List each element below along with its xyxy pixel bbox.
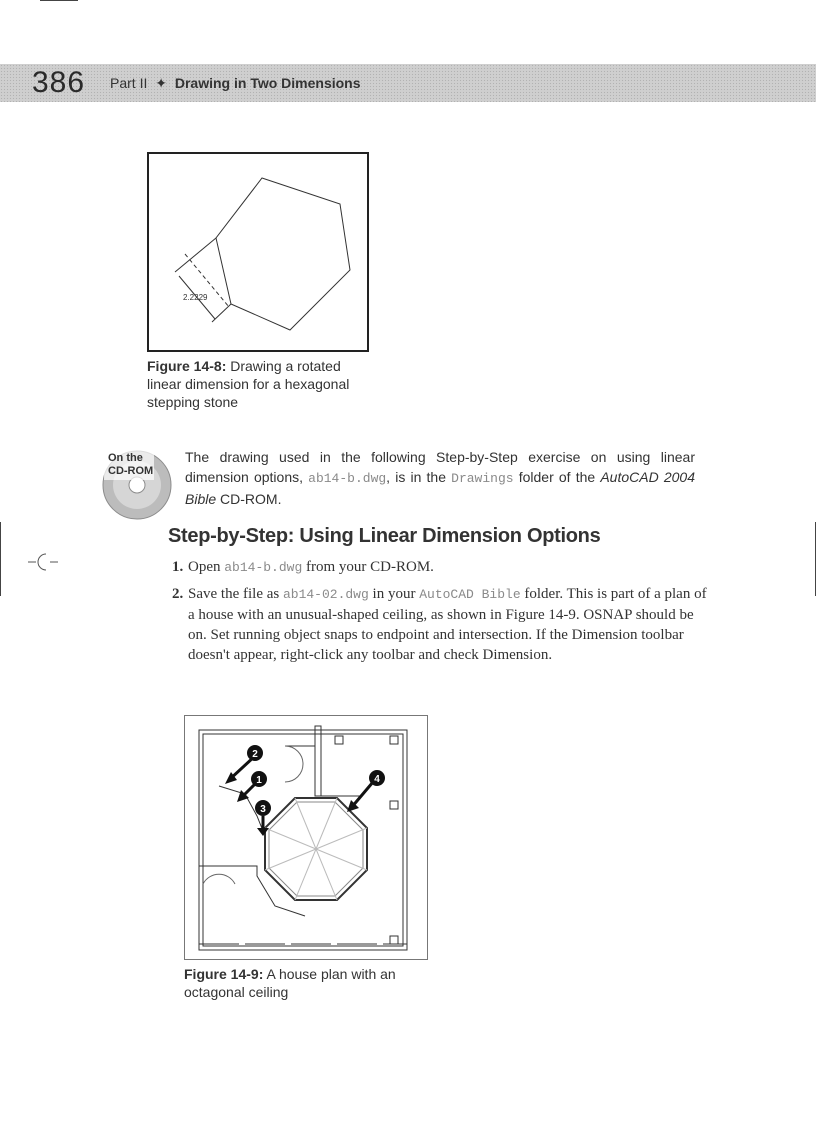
figure-14-8-caption [147,357,372,411]
window-mark [390,936,398,944]
callout-4 [347,770,385,812]
house-plan-drawing [185,716,427,959]
figure-14-9-caption [184,965,434,1001]
cd-rom-icon [100,447,174,521]
registration-mark-icon [28,551,58,573]
step-text: from your CD-ROM. [302,559,434,575]
step-text: in your [368,586,420,602]
left-margin-bar [0,522,1,596]
step-item [172,557,712,578]
step-text: folder. This is part of a plan of a house with an unusual-shaped ceiling, as shown in Figure 14-9. OSNAP should be on. Set running object snaps to endpoint and intersection. If the Dimension toolbar doesn't appear, right-click any toolbar and check Dimension. [188,586,707,663]
corridor-wall [285,746,360,796]
step-item [172,584,712,665]
dimension-extension-line [212,304,231,322]
left-room-wall [199,866,305,916]
note-text: folder of the [513,469,601,485]
cd-rom-note [185,447,695,509]
note-text: The drawing used in the following Step-by-Step exercise on using linear dimension options, [185,449,695,485]
callout-1 [237,771,267,802]
note-folder: Drawings [451,471,514,486]
door-swing [285,746,303,782]
callout-number: 4 [374,774,380,785]
step-number: 1. [172,559,184,575]
note-book-title: AutoCAD 2004 Bible [185,469,695,507]
dimension-value: 2.2229 [183,293,208,302]
diamond-separator-icon: ✦ [155,75,167,91]
caption-text: A house plan with an octagonal ceiling [184,966,396,1000]
caption-label: Figure 14-8: [147,358,227,374]
note-text: CD-ROM. [216,491,282,507]
part-label: Part II [110,75,148,91]
step-folder: AutoCAD Bible [419,587,521,602]
window-mark [390,801,398,809]
chapter-section-title: Drawing in Two Dimensions [174,75,361,91]
hexagon-shape [216,178,350,330]
window-mark [335,736,343,744]
step-filename: ab14-b.dwg [224,560,303,575]
door-swing [203,874,235,884]
upper-room-wall [315,726,321,796]
figure-14-9 [184,715,428,960]
step-list [172,557,712,671]
callout-number: 3 [260,804,266,815]
callout-number: 2 [252,749,258,760]
step-number: 2. [172,586,184,602]
caption-label: Figure 14-9: [184,966,264,982]
step-text: Save the file as [188,586,283,602]
window-mark [390,736,398,744]
note-filename: ab14-b.dwg [308,471,387,486]
cd-label-line2: CD-ROM [108,465,154,477]
figure-14-8 [147,152,369,352]
section-heading: Step-by-Step: Using Linear Dimension Options [168,525,601,547]
running-head [110,64,361,102]
step-filename: ab14-02.dwg [282,587,369,602]
step-text: Open [188,559,225,575]
cd-label-line1: On the [108,452,143,464]
page-number: 386 [32,66,86,99]
callout-number: 1 [256,775,262,786]
caption-text: Drawing a rotated linear dimension for a hexagonal stepping stone [147,358,350,410]
note-text: , is in the [386,469,452,485]
top-trim-line [40,0,78,1]
hexagon-dimension-drawing [149,154,367,350]
